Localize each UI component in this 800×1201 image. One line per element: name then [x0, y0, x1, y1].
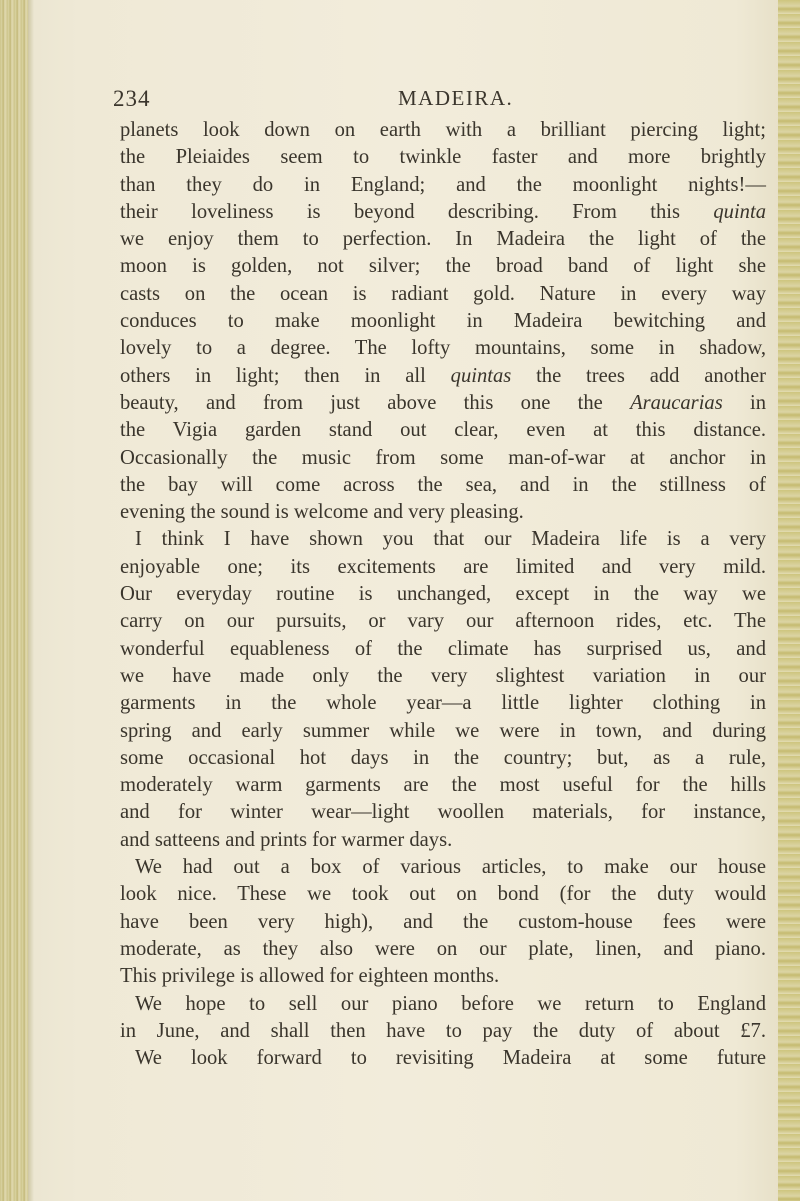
- text-line: the Vigia garden stand out clear, even at this distance.: [120, 419, 766, 442]
- body-text: [120, 117, 766, 1072]
- text-line: planets look down on earth with a brilliant piercing light;: [120, 119, 766, 141]
- text-line: enjoyable one; its excitements are limited and very mild.: [120, 555, 766, 578]
- text-line: This privilege is allowed for eighteen months.: [120, 965, 500, 988]
- text-line: Occasionally the music from some man-of-war at anchor in: [120, 446, 766, 469]
- text-line: [120, 199, 766, 226]
- page-header: [113, 86, 763, 116]
- text-line: We hope to sell our piano before we return to England: [135, 992, 766, 1015]
- text-fragment: the trees add another: [511, 364, 766, 387]
- text-line: carry on our pursuits, or vary our afternoon rides, etc. The: [120, 610, 766, 633]
- text-line: we enjoy them to perfection. In Madeira the light of the: [120, 228, 766, 251]
- text-line: evening the sound is welcome and very pleasing.: [120, 501, 524, 524]
- page-right-edge: [778, 0, 800, 1201]
- text-line: casts on the ocean is radiant gold. Nature in every way: [120, 282, 766, 305]
- text-line: moon is golden, not silver; the broad band of light she: [120, 255, 766, 278]
- text-line: the bay will come across the sea, and in the stillness of: [120, 473, 766, 496]
- text-line: look nice. These we took out on bond (for the duty would: [120, 883, 766, 906]
- text-line: We look forward to revisiting Madeira at some future: [135, 1047, 766, 1070]
- text-line: [120, 390, 766, 417]
- text-line: and for winter wear—light woollen materials, for instance,: [120, 801, 766, 824]
- running-title: MADEIRA.: [398, 86, 514, 110]
- text-fragment: beauty, and from just above this one the: [120, 391, 631, 414]
- text-line: than they do in England; and the moonlight nights!—: [120, 173, 766, 196]
- text-fragment: in: [722, 391, 767, 414]
- text-fragment: their loveliness is beyond describing. From this: [120, 200, 714, 223]
- italic-term: quintas: [450, 364, 512, 387]
- text-line: we have made only the very slightest variation in our: [120, 664, 766, 687]
- text-line: moderately warm garments are the most useful for the hills: [120, 774, 766, 797]
- text-line: garments in the whole year—a little lighter clothing in: [120, 692, 766, 715]
- text-line: spring and early summer while we were in town, and during: [120, 719, 766, 742]
- text-line: wonderful equableness of the climate has surprised us, and: [120, 637, 766, 660]
- text-line: lovely to a degree. The lofty mountains, some in shadow,: [120, 337, 766, 360]
- text-line: I think I have shown you that our Madeira life is a very: [135, 528, 766, 551]
- text-fragment: others in light; then in all: [120, 364, 451, 387]
- text-line: conduces to make moonlight in Madeira bewitching and: [120, 310, 766, 333]
- text-line: We had out a box of various articles, to make our house: [135, 856, 766, 879]
- text-line: have been very high), and the custom-house fees were: [120, 910, 766, 933]
- page-left-edge: [0, 0, 28, 1201]
- text-line: and satteens and prints for warmer days.: [120, 828, 453, 851]
- text-line: [120, 363, 766, 390]
- italic-term: quinta: [713, 200, 766, 223]
- text-line: in June, and shall then have to pay the duty of about £7.: [120, 1019, 766, 1042]
- text-line: the Pleiaides seem to twinkle faster and more brightly: [120, 146, 766, 169]
- text-line: moderate, as they also were on our plate, linen, and piano.: [120, 937, 766, 960]
- text-line: Our everyday routine is unchanged, except in the way we: [120, 583, 766, 606]
- page-number: 234: [113, 86, 151, 111]
- italic-term: Araucarias: [630, 391, 723, 414]
- text-line: some occasional hot days in the country; but, as a rule,: [120, 746, 766, 769]
